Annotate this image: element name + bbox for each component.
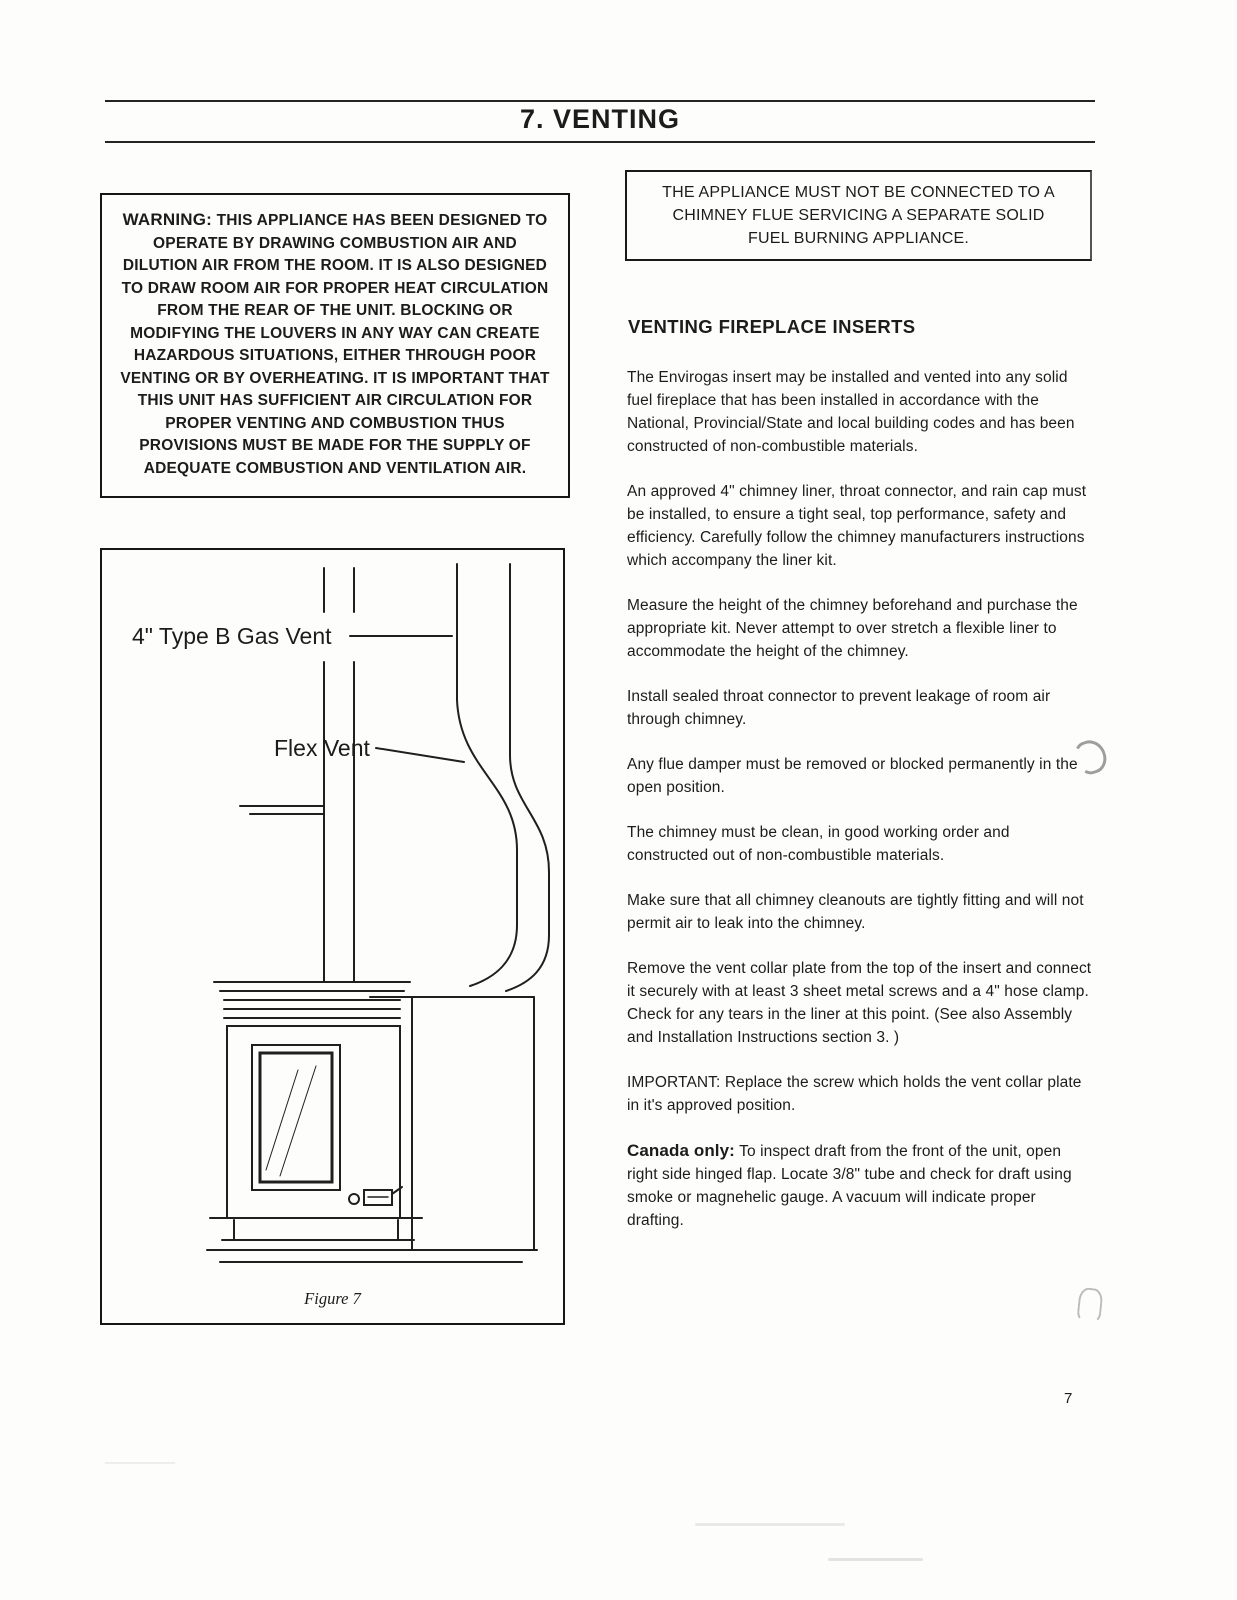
canada-only-text: To inspect draft from the front of the unit, open right side hinged flap. Locate 3/8" tube and check for draft using smoke or magnehelic gauge. A vacuum will indicate proper drafting. — [627, 1143, 1072, 1229]
notice-box — [625, 170, 1092, 261]
canada-only-lead: Canada only: — [627, 1141, 735, 1160]
insert-louvers — [214, 982, 410, 1018]
mantel-shelf — [240, 806, 323, 814]
scan-artifact — [828, 1558, 923, 1561]
body-paragraph: Make sure that all chimney cleanouts are tightly fitting and will not permit air to leak into the chimney. — [627, 892, 1084, 932]
scan-artifact — [105, 1462, 175, 1464]
fireplace-surround — [370, 997, 534, 1250]
flex-vent-duct — [457, 564, 549, 991]
top-rule — [105, 100, 1095, 102]
scan-artifact — [695, 1523, 845, 1526]
figure-7-box — [100, 548, 565, 1325]
article-column — [627, 366, 1093, 1254]
flex-vent-leader-line — [376, 748, 464, 762]
venting-diagram — [102, 550, 563, 1323]
body-paragraph: An approved 4" chimney liner, throat connector, and rain cap must be installed, to ensure a tight seal, top performance, safety and efficiency. Carefully follow the chimney manufacturers instructions which accompany the liner kit. — [627, 483, 1087, 569]
scan-artifact — [1076, 1287, 1103, 1323]
hearth-base — [207, 1218, 537, 1262]
body-paragraph: IMPORTANT: Replace the screw which holds the vent collar plate in it's approved position. — [627, 1074, 1082, 1114]
body-paragraph: Install sealed throat connector to prevent leakage of room air through chimney. — [627, 688, 1051, 728]
title-underline-rule — [105, 141, 1095, 143]
figure-caption: Figure 7 — [304, 1289, 361, 1308]
page-number: 7 — [1064, 1390, 1073, 1407]
warning-box — [100, 193, 570, 498]
body-paragraph: Remove the vent collar plate from the top of the insert and connect it securely with at least 3 sheet metal screws and a 4" hose clamp. Check for any tears in the liner at this point. (See also Assembly and Installation Instructions section 3. ) — [627, 960, 1092, 1046]
body-paragraph-canada — [627, 1139, 1093, 1232]
page-title: 7. VENTING — [519, 104, 681, 134]
notice-text: THE APPLIANCE MUST NOT BE CONNECTED TO A CHIMNEY FLUE SERVICING A SEPARATE SOLID FUEL BURNING APPLIANCE. — [662, 184, 1055, 247]
warning-label: WARNING: — [122, 210, 213, 229]
flex-vent-label: Flex Vent — [274, 735, 370, 761]
body-paragraph: The Envirogas insert may be installed and vented into any solid fuel fireplace that has been installed in accordance with the National, Provincial/State and local building codes and has been constructed of non-combustible materials. — [627, 369, 1075, 455]
body-paragraph: Measure the height of the chimney beforehand and purchase the appropriate kit. Never attempt to over stretch a flexible liner to accommodate the height of the chimney. — [627, 597, 1078, 660]
body-paragraph: Any flue damper must be removed or blocked permanently in the open position. — [627, 756, 1078, 796]
body-paragraph: The chimney must be clean, in good working order and constructed out of non-combustible materials. — [627, 824, 1010, 864]
gas-control-valve — [349, 1187, 402, 1205]
warning-text: THIS APPLIANCE HAS BEEN DESIGNED TO OPERATE BY DRAWING COMBUSTION AIR AND DILUTION AIR FROM THE ROOM. IT IS ALSO DESIGNED TO DRAW ROOM AIR FOR PROPER HEAT CIRCULATION FROM THE REAR OF THE UNIT. BLOCKING OR MODIFYING THE LOUVERS IN ANY WAY CAN CREATE HAZARDOUS SITUATIONS, EITHER THROUGH POOR VENTING OR BY OVERHEATING. IT IS IMPORTANT THAT THIS UNIT HAS SUFFICIENT AIR CIRCULATION FOR PROPER VENTING AND COMBUSTION THUS PROVISIONS MUST BE MADE FOR THE SUPPLY OF ADEQUATE COMBUSTION AND VENTILATION AIR. — [120, 212, 550, 477]
section-heading: VENTING FIREPLACE INSERTS — [628, 316, 916, 337]
b-vent-label: 4" Type B Gas Vent — [132, 623, 332, 649]
